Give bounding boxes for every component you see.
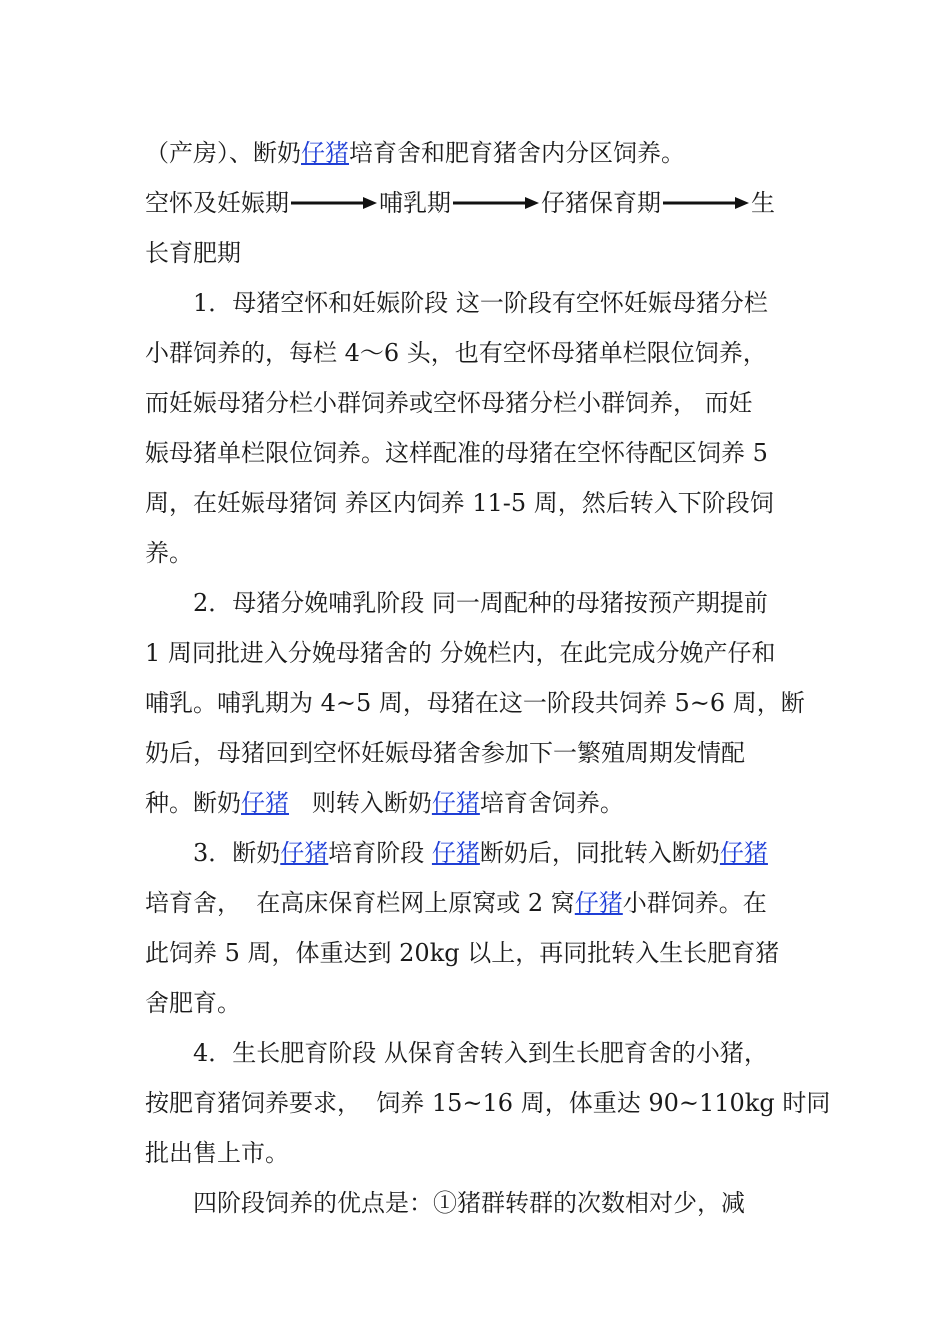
flow-stage-1: 空怀及妊娠期 xyxy=(145,189,289,217)
paragraph-line: 哺乳。哺乳期为 4~5 周，母猪在这一阶段共饲养 5~6 周，断 xyxy=(145,689,805,717)
paragraph-line: 四阶段饲养的优点是：①猪群转群的次数相对少，减 xyxy=(193,1189,745,1217)
arrow-right-icon xyxy=(453,196,539,210)
paragraph-line: 养。 xyxy=(145,539,193,567)
paragraph-line: 3．断奶仔猪培育阶段 仔猪断奶后，同批转入断奶仔猪 xyxy=(193,839,768,867)
piglet-link[interactable]: 仔猪 xyxy=(280,839,329,867)
flow-stage-3: 仔猪保育期 xyxy=(541,189,661,217)
arrow-right-icon xyxy=(291,196,377,210)
document-page xyxy=(145,128,831,1228)
paragraph-line: （产房）、断奶仔猪培育舍和肥育猪舍内分区饲养。 xyxy=(145,139,685,167)
paragraph-line: 种。断奶仔猪 则转入断奶仔猪培育舍饲养。 xyxy=(145,789,624,817)
paragraph-line: 周，在妊娠母猪饲 养区内饲养 11-5 周，然后转入下阶段饲 xyxy=(145,489,774,517)
paragraph-line: 小群饲养的，每栏 4～6 头，也有空怀母猪单栏限位饲养， xyxy=(145,339,767,367)
paragraph-line: 舍肥育。 xyxy=(145,989,241,1017)
piglet-link[interactable]: 仔猪 xyxy=(241,789,289,817)
paragraph-line: 娠母猪单栏限位饲养。这样配准的母猪在空怀待配区饲养 5 xyxy=(145,439,768,467)
flow-stage-2: 哺乳期 xyxy=(379,189,451,217)
piglet-link[interactable]: 仔猪 xyxy=(574,889,623,917)
paragraph-line: 奶后，母猪回到空怀妊娠母猪舍参加下一繁殖周期发情配 xyxy=(145,739,745,767)
paragraph-line: 而妊娠母猪分栏小群饲养或空怀母猪分栏小群饲养， 而妊 xyxy=(145,389,753,417)
paragraph-line: 4．生长肥育阶段 从保育舍转入到生长肥育舍的小猪， xyxy=(193,1039,768,1067)
flow-stage-4: 生 xyxy=(751,189,775,217)
paragraph-line: 按肥育猪饲养要求， 饲养 15~16 周，体重达 90~110kg 时同 xyxy=(145,1089,831,1117)
flow-stage-4-cont: 长育肥期 xyxy=(145,239,241,267)
piglet-link[interactable]: 仔猪 xyxy=(431,839,480,867)
paragraph-line: 2．母猪分娩哺乳阶段 同一周配种的母猪按预产期提前 xyxy=(193,589,768,617)
paragraph-line: 1．母猪空怀和妊娠阶段 这一阶段有空怀妊娠母猪分栏 xyxy=(193,289,768,317)
stage-flow xyxy=(145,178,807,228)
paragraph-line: 1 周同批进入分娩母猪舍的 分娩栏内，在此完成分娩产仔和 xyxy=(145,639,776,667)
paragraph-line: 此饲养 5 周，体重达到 20kg 以上，再同批转入生长肥育猪 xyxy=(145,939,780,967)
piglet-link[interactable]: 仔猪 xyxy=(301,139,349,167)
paragraph-line: 培育舍， 在高床保育栏网上原窝或 2 窝仔猪小群饲养。在 xyxy=(145,889,767,917)
piglet-link[interactable]: 仔猪 xyxy=(431,789,480,817)
arrow-right-icon xyxy=(663,196,749,210)
piglet-link[interactable]: 仔猪 xyxy=(719,839,768,867)
paragraph-line: 批出售上市。 xyxy=(145,1139,289,1167)
